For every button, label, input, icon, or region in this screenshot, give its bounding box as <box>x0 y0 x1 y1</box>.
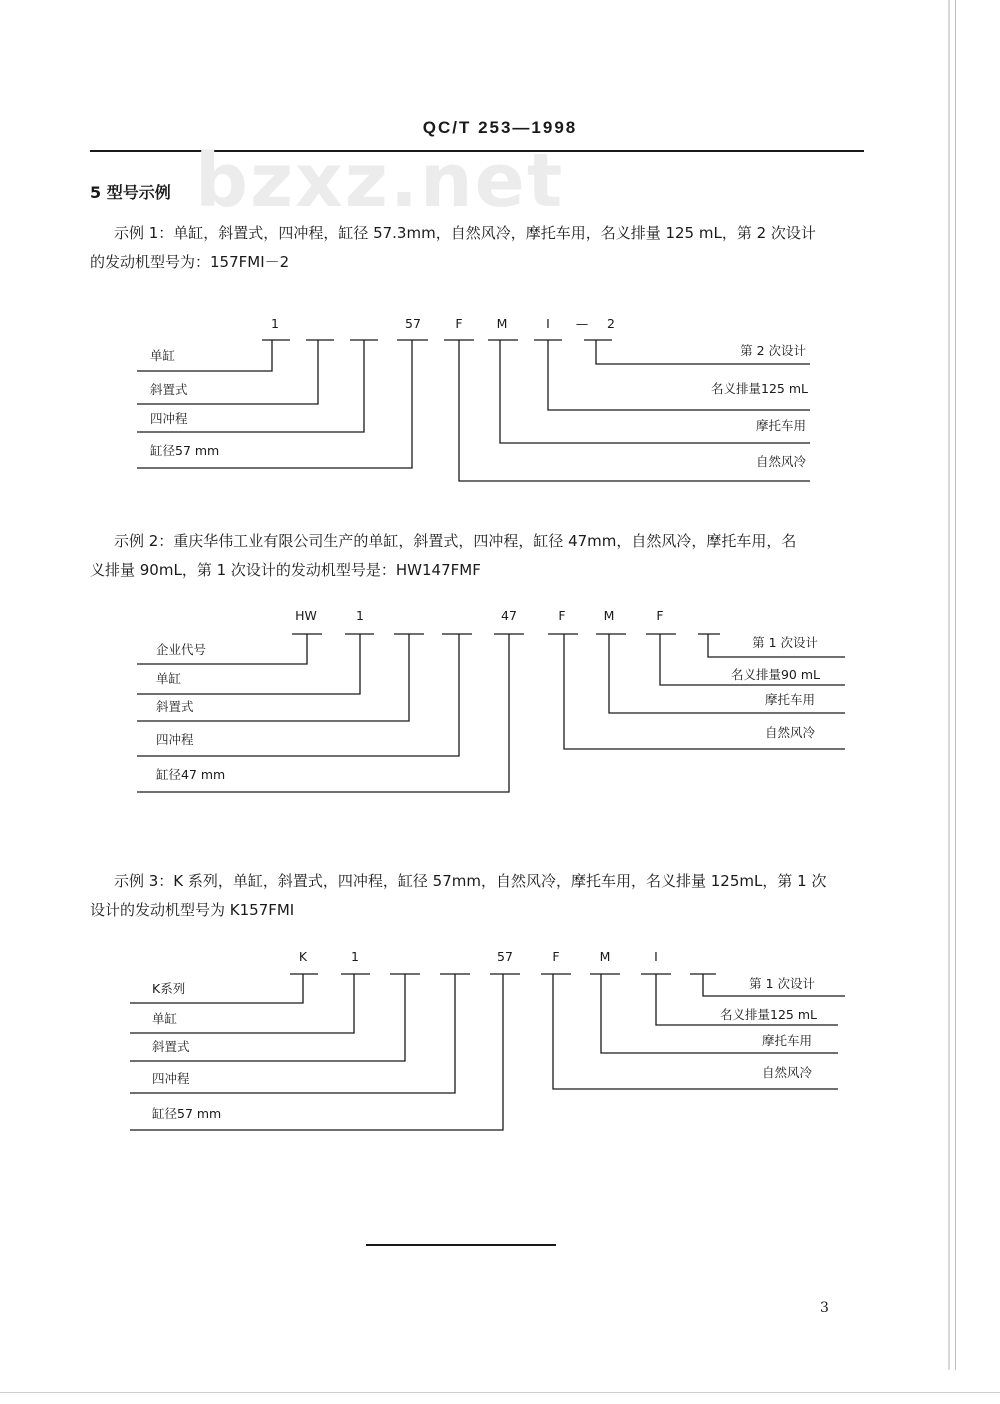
left-label: 斜置式 <box>152 1039 190 1054</box>
left-label: 企业代号 <box>156 642 207 657</box>
left-label: 四冲程 <box>156 732 194 747</box>
left-label: 单缸 <box>156 671 182 686</box>
code-char: 2 <box>607 316 615 331</box>
example-2-line-1: 示例 2：重庆华伟工业有限公司生产的单缸，斜置式，四冲程，缸径 47mm，自然风冷，摩托车用，名 <box>114 532 797 550</box>
code-char: — <box>575 316 589 331</box>
right-label: 自然风冷 <box>764 725 815 740</box>
code-char: F <box>455 316 463 331</box>
right-label: 第 1 次设计 <box>749 976 815 991</box>
code-char: HW <box>295 608 317 623</box>
example-3-line-1: 示例 3：K 系列，单缸，斜置式，四冲程，缸径 57mm，自然风冷，摩托车用，名义排量 125mL，第 1 次 <box>114 872 827 890</box>
end-rule <box>366 1244 556 1246</box>
example-3-text <box>90 867 870 925</box>
right-label: 摩托车用 <box>764 692 815 707</box>
left-label: 缸径47 mm <box>156 767 226 782</box>
code-char: 47 <box>501 608 517 623</box>
example-1-line-1: 示例 1：单缸，斜置式，四冲程，缸径 57.3mm，自然风冷，摩托车用，名义排量 125 mL，第 2 次设计 <box>114 224 816 242</box>
left-label: 斜置式 <box>150 382 188 397</box>
code-char: 1 <box>351 949 359 964</box>
code-char: 57 <box>497 949 513 964</box>
right-label: 第 2 次设计 <box>740 343 806 358</box>
scan-edge <box>0 1392 1000 1393</box>
code-char: K <box>298 949 308 964</box>
code-char: F <box>552 949 560 964</box>
left-label: 缸径57 mm <box>150 443 220 458</box>
right-label: 名义排量125 mL <box>720 1007 817 1022</box>
code-char: I <box>546 316 550 331</box>
left-label: 四冲程 <box>152 1071 190 1086</box>
code-char: M <box>599 949 611 964</box>
code-char: 1 <box>271 316 279 331</box>
code-char: F <box>656 608 664 623</box>
example-1-line-2: 的发动机型号为：157FMI－2 <box>90 253 290 271</box>
code-char: 1 <box>356 608 364 623</box>
code-char: M <box>496 316 508 331</box>
example-3-line-2: 设计的发动机型号为 K157FMI <box>90 901 295 919</box>
code-char: 57 <box>405 316 421 331</box>
example-1-diagram <box>0 300 1000 500</box>
page-number: 3 <box>820 1300 829 1316</box>
standard-code: QC/T 253—1998 <box>422 118 578 137</box>
right-label: 摩托车用 <box>761 1033 812 1048</box>
code-char: M <box>603 608 615 623</box>
code-char: F <box>558 608 566 623</box>
watermark: bzxz.net <box>195 138 565 224</box>
left-label: 缸径57 mm <box>152 1106 222 1121</box>
example-2-text <box>90 527 870 585</box>
right-label: 自然风冷 <box>761 1065 812 1080</box>
right-label: 摩托车用 <box>755 418 806 433</box>
right-label: 名义排量125 mL <box>711 381 808 396</box>
example-3-diagram <box>0 940 1000 1140</box>
left-label: K系列 <box>152 981 186 996</box>
example-2-diagram <box>0 600 1000 800</box>
example-2-line-2: 义排量 90mL，第 1 次设计的发动机型号是：HW147FMF <box>90 561 481 579</box>
right-label: 名义排量90 mL <box>730 667 820 682</box>
left-label: 四冲程 <box>150 411 188 426</box>
code-char: I <box>654 949 658 964</box>
left-label: 单缸 <box>152 1011 178 1026</box>
left-label: 单缸 <box>150 348 176 363</box>
right-label: 第 1 次设计 <box>752 635 818 650</box>
left-label: 斜置式 <box>156 699 194 714</box>
example-1-text <box>90 219 870 277</box>
section-title: 5 型号示例 <box>90 183 171 202</box>
right-label: 自然风冷 <box>755 454 806 469</box>
